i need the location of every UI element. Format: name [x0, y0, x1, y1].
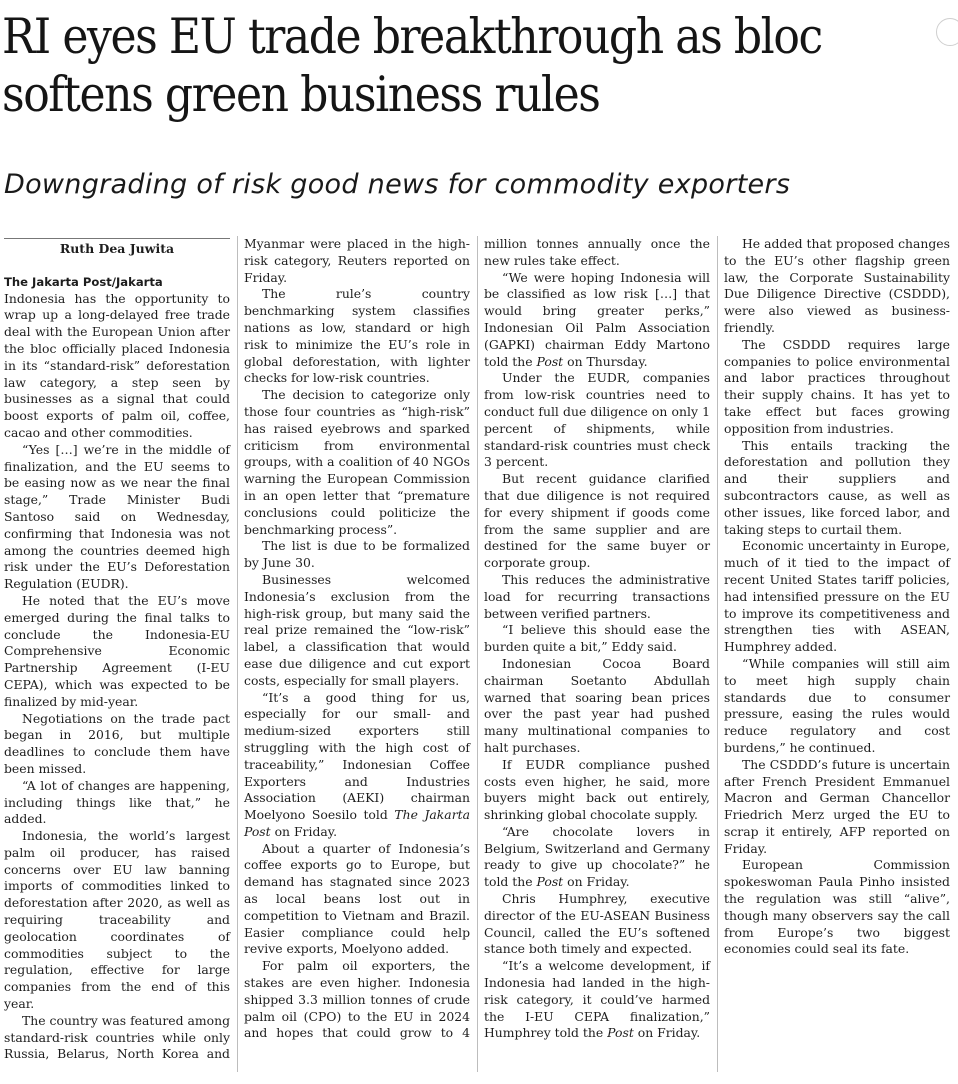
article-paragraph: The list is due to be formalized by June 30.: [244, 538, 470, 571]
article-paragraph: “Yes […] we’re in the middle of finalization, and the EU seems to be easing now as we near the final stage,” Trade Minister Budi Santoso said on Wednesday, confirming that Indonesia was not among the countries deemed high risk under the EU’s Deforestation Regulation (EUDR).: [4, 441, 230, 592]
deck-subheadline: Downgrading of risk good news for commodity exporters: [4, 169, 791, 200]
corner-circle-icon: [936, 18, 958, 46]
paragraph-tail: on Friday.: [563, 874, 630, 890]
article-paragraph: This reduces the administrative load for recurring transactions between verified partners.: [484, 571, 710, 621]
article-paragraph: The CSDDD’s future is uncertain after French President Emmanuel Macron and German Chancellor Friedrich Merz urged the EU to scrap it entirely, AFP reported on Friday.: [724, 756, 950, 856]
publication-name: The Jakarta Post: [244, 807, 470, 839]
article-paragraph: He noted that the EU’s move emerged during the final talks to conclude the Indonesia-EU Comprehensive Economic Partnership Agreement (I-EU CEPA), which was expected to be finalized by mid-year.: [4, 592, 230, 709]
article-paragraph: Indonesia has the opportunity to wrap up a long-delayed free trade deal with the European Union after the bloc officially placed Indonesia in its “standard-risk” deforestation law category, a step seen by businesses as a signal that could boost exports of palm oil, coffee, cacao and other commodities.: [4, 290, 230, 440]
article-paragraph: But recent guidance clarified that due diligence is not required for every shipment if goods come from the same supplier and are destined for the same buyer or corporate group.: [484, 471, 710, 571]
paragraph-text: “It’s a good thing for us, especially for our small- and medium-sized exporters still struggling with the high cost of traceability,” Indonesian Coffee Exporters and Industries Association (AEKI) chairman Moelyono Soesilo told: [244, 689, 470, 823]
article-paragraph: “I believe this should ease the burden quite a bit,” Eddy said.: [484, 622, 710, 655]
article-paragraph: The rule’s country benchmarking system classifies nations as low, standard or high risk to minimize the EU’s role in global deforestation, with lighter checks for low-risk countries.: [244, 286, 470, 386]
paragraph-text: “We were hoping Indonesia will be classified as low risk […] that would bring greater perks,” Indonesian Oil Palm Association (GAPKI) chairman Eddy Martono told the: [484, 269, 710, 369]
dateline: The Jakarta Post/Jakarta: [4, 274, 163, 289]
publication-name: Post: [536, 353, 564, 369]
article-paragraph: Under the EUDR, companies from low-risk countries need to conduct full due diligence on only 1 percent of shipments, while standard-risk countries must check 3 percent.: [484, 370, 710, 470]
publication-name: Post: [536, 874, 564, 890]
paragraph-tail: on Thursday.: [563, 353, 648, 369]
article-paragraph: “A lot of changes are happening, including things like that,” he added.: [4, 777, 230, 827]
article-paragraph: The CSDDD requires large companies to police environmental and labor practices throughout their supply chains. It has yet to take effect but faces growing opposition from industries.: [724, 336, 950, 436]
article-paragraph: Indonesia, the world’s largest palm oil producer, has raised concerns over EU law banning imports of commodities linked to deforestation after 2020, as well as requiring traceability and geolocation coordinates of commodities subject to the regulation, effective for large companies from the end of this year.: [4, 828, 230, 1012]
byline: Ruth Dea Juwita: [4, 238, 230, 258]
article-paragraph: [244, 690, 470, 841]
article-paragraph: [484, 270, 710, 371]
article-paragraph: Businesses welcomed Indonesia’s exclusion from the high-risk group, but many said the real prize remained the “low-risk” label, a classification that would ease due diligence and cut export costs, especially for small players.: [244, 571, 470, 688]
article-paragraph: The country was featured among standard-risk countries while only Russia, Belarus, North Korea and Myanmar were placed in the high-risk category, Reuters reported on Friday.: [4, 236, 470, 1062]
article-paragraph: Chris Humphrey, executive director of the EU-ASEAN Business Council, called the EU’s softened stance both timely and expected.: [484, 891, 710, 957]
article-paragraph: European Commission spokeswoman Paula Pinho insisted the regulation was still “alive”, though many observers say the call from Europe’s two biggest economies could seal its fate.: [724, 857, 950, 957]
article-paragraph: “While companies will still aim to meet high supply chain standards due to consumer pressure, easing the rules would reduce regulatory and cost burdens,” he continued.: [724, 655, 950, 755]
paragraph-text: “It’s a welcome development, if Indonesia had landed in the high-risk category, it could’ve harmed the I-EU CEPA finalization,” Humphrey told the: [484, 958, 710, 1041]
article-paragraph: If EUDR compliance pushed costs even higher, he said, more buyers might back out entirely, shrinking global chocolate supply.: [484, 756, 710, 823]
article-paragraph: About a quarter of Indonesia’s coffee exports go to Europe, but demand has stagnated since 2023 as local beans lost out in competition to Vietnam and Brazil. Easier compliance could help revive exports, Moelyono added.: [244, 840, 470, 957]
article-paragraph: [484, 958, 710, 1042]
paragraph-text: “Are chocolate lovers in Belgium, Switzerland and Germany ready to give up chocolate?” he told the: [484, 823, 710, 890]
paragraph-tail: on Friday.: [270, 823, 338, 839]
article-paragraph: He added that proposed changes to the EU’s other flagship green law, the Corporate Sustainability Due Diligence Directive (CSDDD), were also viewed as business-friendly.: [724, 236, 950, 335]
article-paragraph: The decision to categorize only those four countries as “high-risk” has raised eyebrows and sparked criticism from environmental groups, with a coalition of 40 NGOs warning the European Commission in an open letter that “premature conclusions could politicize the benchmarking process”.: [244, 387, 470, 537]
article-paragraph: [484, 824, 710, 891]
article-body: [4, 236, 950, 1072]
article-paragraph: For palm oil exporters, the stakes are even higher. Indonesia shipped 3.3 million tonnes of crude palm oil (CPO) to the EU in 2024 and hopes that could grow to 4 million tonnes annually once the new rules take effect.: [244, 236, 710, 1041]
paragraph-tail: on Friday.: [633, 1025, 701, 1041]
article-paragraph: Indonesian Cocoa Board chairman Soetanto Abdullah warned that soaring bean prices over the past year had pushed many multinational companies to halt purchases.: [484, 655, 710, 755]
headline: RI eyes EU trade breakthrough as bloc softens green business rules: [2, 8, 822, 123]
article-paragraph: Economic uncertainty in Europe, much of it tied to the impact of recent United States tariff policies, had intensified pressure on the EU to improve its competitiveness and strengthen ties with ASEAN, Humphrey added.: [724, 538, 950, 655]
article-paragraph: This entails tracking the deforestation and pollution they and their suppliers and subcontractors cause, as well as other issues, like forced labor, and taking steps to curtail them.: [724, 437, 950, 537]
publication-name: Post: [607, 1025, 634, 1041]
article-paragraph: Negotiations on the trade pact began in 2016, but multiple deadlines to conclude them have been missed.: [4, 710, 230, 776]
